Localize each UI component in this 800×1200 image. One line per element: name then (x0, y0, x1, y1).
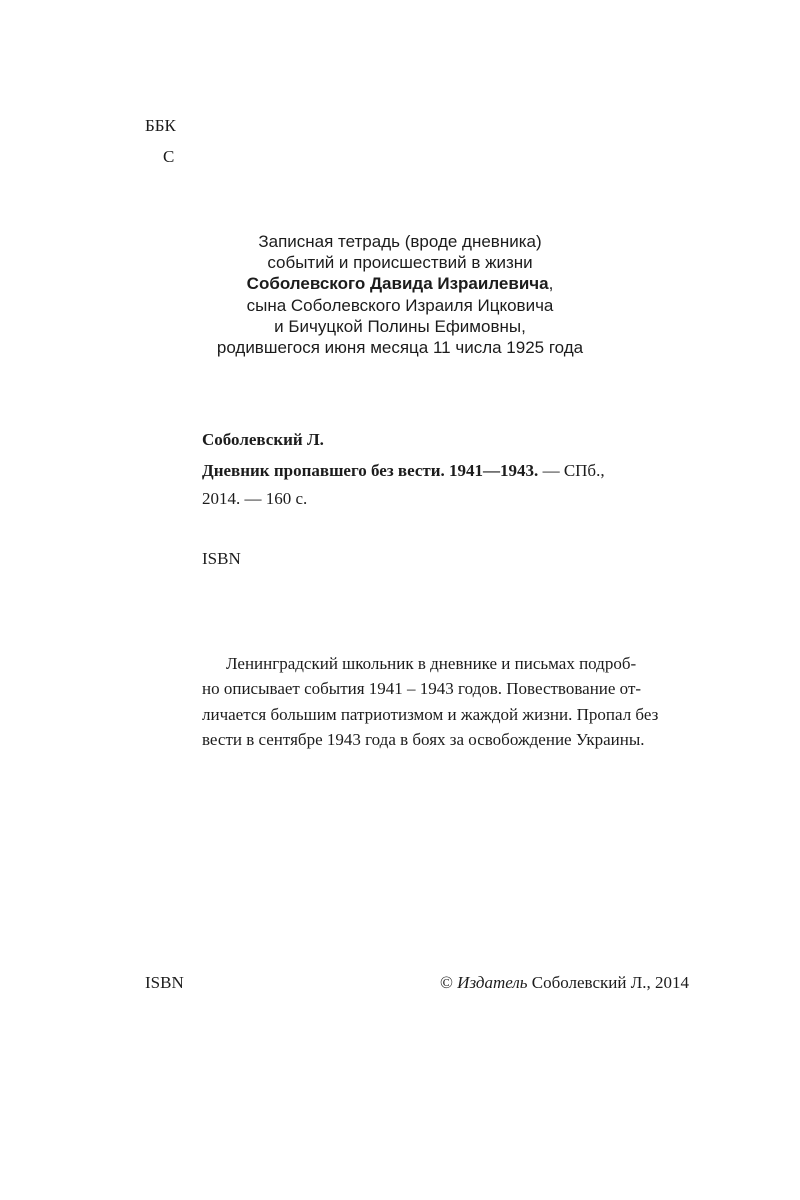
title-name-comma: , (548, 274, 554, 294)
bbk-code: С (163, 147, 175, 166)
title-line-6: родившегося июня месяца 11 числа 1925 года (216, 338, 584, 358)
copyright-rest: Соболевский Л., 2014 (527, 973, 690, 992)
copyright-symbol: © (440, 973, 458, 992)
book-year-pages: 2014. — 160 с. (202, 489, 308, 508)
copyright-publisher-word: Издатель (457, 973, 528, 992)
isbn-label-bottom: ISBN (145, 973, 184, 992)
copyright-line (440, 973, 689, 993)
title-line-3 (150, 273, 650, 294)
annotation (202, 651, 722, 753)
book-place: — СПб., (538, 461, 605, 480)
bbk-label: ББК (145, 116, 176, 135)
title-line-2: событий и происшествий в жизни (267, 253, 533, 273)
book-title: Дневник пропавшего без вести. 1941—1943. (202, 461, 539, 480)
annotation-line-1: Ленинградский школьник в дневнике и письмах подроб- (226, 654, 637, 673)
title-line-1: Записная тетрадь (вроде дневника) (258, 232, 542, 251)
annotation-line-3: личается большим патриотизмом и жаждой жизни. Пропал без (202, 704, 659, 724)
title-line-5: и Бичуцкой Полины Ефимовны, (274, 316, 526, 336)
annotation-line-4: вести в сентябре 1943 года в боях за освобождение Украины. (202, 730, 645, 750)
title-block (150, 231, 650, 358)
annotation-line-2: но описывает события 1941 – 1943 годов. Повествование от- (202, 679, 642, 699)
author-name: Соболевский Л. (202, 430, 324, 449)
title-name-bold: Соболевского Давида Израилевича (246, 274, 549, 294)
book-title-line (202, 461, 605, 481)
isbn-label-top: ISBN (202, 549, 241, 568)
title-line-4: сына Соболевского Израиля Ицковича (246, 295, 554, 315)
